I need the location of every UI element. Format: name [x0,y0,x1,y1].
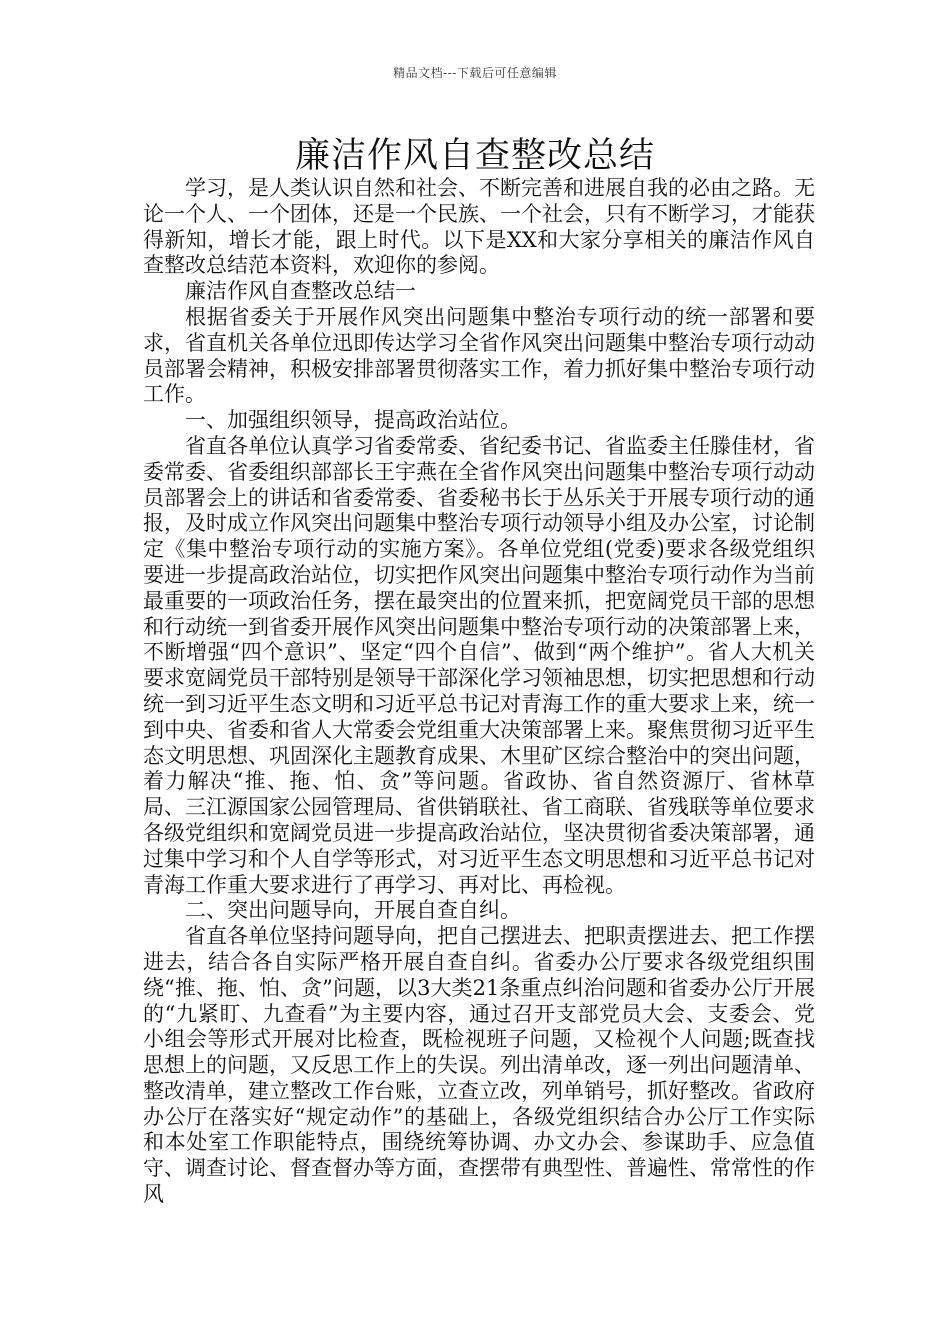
body-paragraph: 省直各单位坚持问题导向，把自己摆进去、把职责摆进去、把工作摆进去，结合各自实际严格开展自查自纠。省委办公厅要求各级党组织围绕“推、拖、怕、贪”问题，以3大类21条重点纠治问题和省委办公厅开展的“九紧盯、九查看”为主要内容，通过召开支部党员大会、支委会、党小组会等形式开展对比检查，既检视班子问题，又检视个人问题;既查找思想上的问题，又反思工作上的失误。列出清单改，逐一列出问题清单、整改清单，建立整改工作台账，立查立改，列单销号，抓好整改。省政府办公厅在落实好“规定动作”的基础上，各级党组织结合办公厅工作实际和本处室工作职能特点，围绕统筹协调、办文办会、参谋助手、应急值守、调查讨论、督查督办等方面，查摆带有典型性、普遍性、常常性的作风 [143,924,815,1207]
intro-paragraph: 学习，是人类认识自然和社会、不断完善和进展自我的必由之路。无论一个人、一个团体，还是一个民族、一个社会，只有不断学习，才能获得新知，增长才能，跟上时代。以下是XX和大家分享相关的廉洁作风自查整改总结范本资料，欢迎你的参阅。 [143,176,815,278]
section-title: 廉洁作风自查整改总结一 [185,279,416,304]
document-title: 廉洁作风自查整改总结 [294,136,655,176]
document-body [143,176,815,1208]
body-paragraph: 省直各单位认真学习省委常委、省纪委书记、省监委主任滕佳材，省委常委、省委组织部部长王宇燕在全省作风突出问题集中整治专项行动动员部署会上的讲话和省委常委、省委秘书长于丛乐关于开展专项行动的通报，及时成立作风突出问题集中整治专项行动领导小组及办公室，讨论制定《集中整治专项行动的实施方案》。各单位党组(党委)要求各级党组织要进一步提高政治站位，切实把作风突出问题集中整治专项行动作为当前最重要的一项政治任务，摆在最突出的位置来抓，把宽阔党员干部的思想和行动统一到省委开展作风突出问题集中整治专项行动的决策部署上来，不断增强“四个意识”、坚定“四个自信”、做到“两个维护”。省人大机关要求宽阔党员干部特别是领导干部深化学习领袖思想，切实把思想和行动统一到习近平生态文明和习近平总书记对青海工作的重大要求上来，统一到中央、省委和省人大常委会党组重大决策部署上来。聚焦贯彻习近平生态文明思想、巩固深化主题教育成果、木里矿区综合整治中的突出问题，着力解决“推、拖、怕、贪”等问题。省政协、省自然资源厅、省林草局、三江源国家公园管理局、省供销联社、省工商联、省残联等单位要求各级党组织和宽阔党员进一步提高政治站位，坚决贯彻省委决策部署，通过集中学习和个人自学等形式，对习近平生态文明思想和习近平总书记对青海工作重大要求进行了再学习、再对比、再检视。 [143,433,815,897]
section-heading: 二、突出问题导向，开展自查自纠。 [185,898,521,923]
body-paragraph: 根据省委关于开展作风突出问题集中整治专项行动的统一部署和要求，省直机关各单位迅即传达学习全省作风突出问题集中整治专项行动动员部署会精神，积极安排部署贯彻落实工作，着力抓好集中整治专项行动工作。 [143,304,815,407]
page-header-note: 精品文档---下载后可任意编辑 [393,66,557,80]
section-heading: 一、加强组织领导，提高政治站位。 [185,408,521,433]
